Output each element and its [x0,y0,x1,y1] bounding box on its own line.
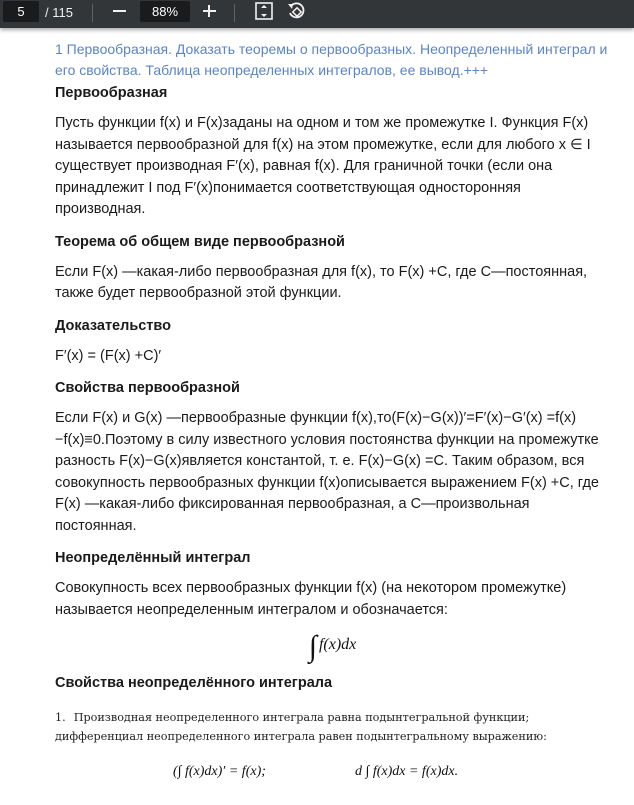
paragraph-properties: Если F(x) и G(x) —первообразные функции f(x),то(F(x)−G(x))′=F′(x)−G′(x) =f(x)−f(x)≡0.Поэтому в силу известного условия постоянства функции на промежутке разность F(x)−G(x)является константой, т. е. F(x)−G(x) =C. Таким образом, вся совокупность первообразных функции f(x)описывается выражением F(x) +C, где F(x) —какая-либо фиксированная первообразная, а C—произвольная постоянная. [55,410,599,534]
integral-body: f(x)dx [318,636,357,653]
heading-integral-properties: Свойства неопределённого интеграла [55,675,333,691]
paragraph-indefinite-integral: Совокупность всех первообразных функции f(x) (на некотором промежутке) называется неопределенным интегралом и обозначается: [55,580,567,618]
heading-theorem: Теорема об общем виде первообразной [55,233,345,250]
fit-page-icon [254,1,274,21]
rotate-icon [286,1,308,21]
integral-sign: ∫ [308,630,317,663]
heading-properties: Свойства первообразной [55,380,240,396]
rotate-button[interactable] [286,1,308,21]
paragraph-theorem: Если F(x) —какая-либо первообразная для f(x), то F(x) +C, где C—постоянная, также будет первообразной этой функции. [55,263,588,301]
page-total-label: / 115 [45,5,73,20]
integral-formula [55,630,610,664]
zoom-out-button[interactable] [108,1,132,21]
property-formula [55,764,610,798]
paragraph-proof: F′(x) = (F(x) +C)′ [55,347,162,364]
list-item-text: Производная неопределенного интеграла равна подынтегральной функции; дифференциал неопределенного интеграла равен подынтегральному выражению: [55,711,547,743]
list-item-number: 1. [55,711,66,724]
toolbar-divider [234,4,235,22]
toolbar-divider [92,4,93,22]
heading-antiderivative: Первообразная [55,85,168,101]
list-item-property-1 [55,708,610,746]
fit-page-button[interactable] [254,1,274,21]
pdf-toolbar [0,0,634,28]
zoom-level-input[interactable]: 88% [140,1,190,22]
document-page [0,28,634,805]
paragraph-antiderivative-definition: Пусть функции f(x) и F(x)заданы на одном и том же промежутке I. Функция F(x) называется первообразной для f(x) на этом промежутке, если для любого x ∈ I существует производная F′(x), равная f(x). Для граничной точки (если она принадлежит I под F′(x)понимается соответствующая односторонняя производная. [55,115,591,217]
heading-proof: Доказательство [55,317,171,334]
heading-indefinite-integral: Неопределённый интеграл [55,550,251,566]
formula-right: d ∫ f(x)dx = f(x)dx. [355,764,459,779]
section-heading-link[interactable]: 1 Первообразная. Доказать теоремы о первообразных. Неопределенный интеграл и его свойства. Таблица неопределенных интегралов, ее вывод.+++ [55,41,608,78]
formula-left: (∫ f(x)dx)′ = f(x); [173,764,266,779]
page-number-input[interactable]: 5 [3,1,39,22]
zoom-in-button[interactable] [198,1,222,21]
